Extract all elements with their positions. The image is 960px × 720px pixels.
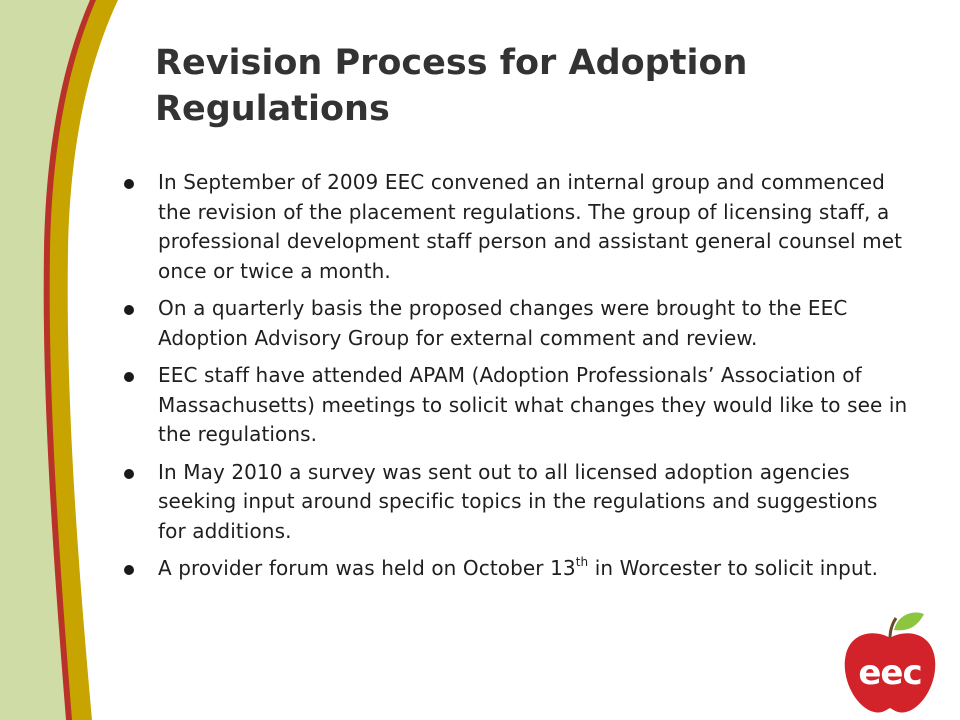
bullet-dot (124, 179, 134, 189)
bullet-dot (124, 305, 134, 315)
bullet-text-before: A provider forum was held on October 13 (158, 556, 576, 580)
bullet-list (118, 168, 908, 592)
bullet-item (118, 294, 908, 353)
bullet-dot (124, 372, 134, 382)
bullet-text-after: in Worcester to solicit input. (588, 556, 879, 580)
bullet-item (118, 458, 908, 547)
bullet-text: On a quarterly basis the proposed changes were brought to the EEC Adoption Advisory Group for external comment and review. (158, 296, 848, 350)
bullet-item (118, 361, 908, 450)
ordinal-suffix: th (575, 555, 589, 569)
bullet-item (118, 554, 908, 584)
logo-text: eec (858, 653, 922, 693)
bullet-text: EEC staff have attended APAM (Adoption Professionals’ Association of Massachusetts) meetings to solicit what changes they would like to see in the regulations. (158, 363, 908, 446)
slide-title: Revision Process for Adoption Regulations (155, 43, 748, 129)
eec-apple-logo (838, 608, 942, 716)
bullet-text: In September of 2009 EEC convened an internal group and commenced the revision of the placement regulations. The group of licensing staff, a professional development staff person and assistant general counsel met once or twice a month. (158, 170, 903, 283)
leaf-icon (894, 613, 924, 631)
bullet-dot (124, 565, 134, 575)
bullet-text: In May 2010 a survey was sent out to all licensed adoption agencies seeking input around specific topics in the regulations and suggestions for additions. (158, 459, 878, 543)
bullet-dot (124, 469, 134, 479)
bullet-item (118, 168, 908, 286)
